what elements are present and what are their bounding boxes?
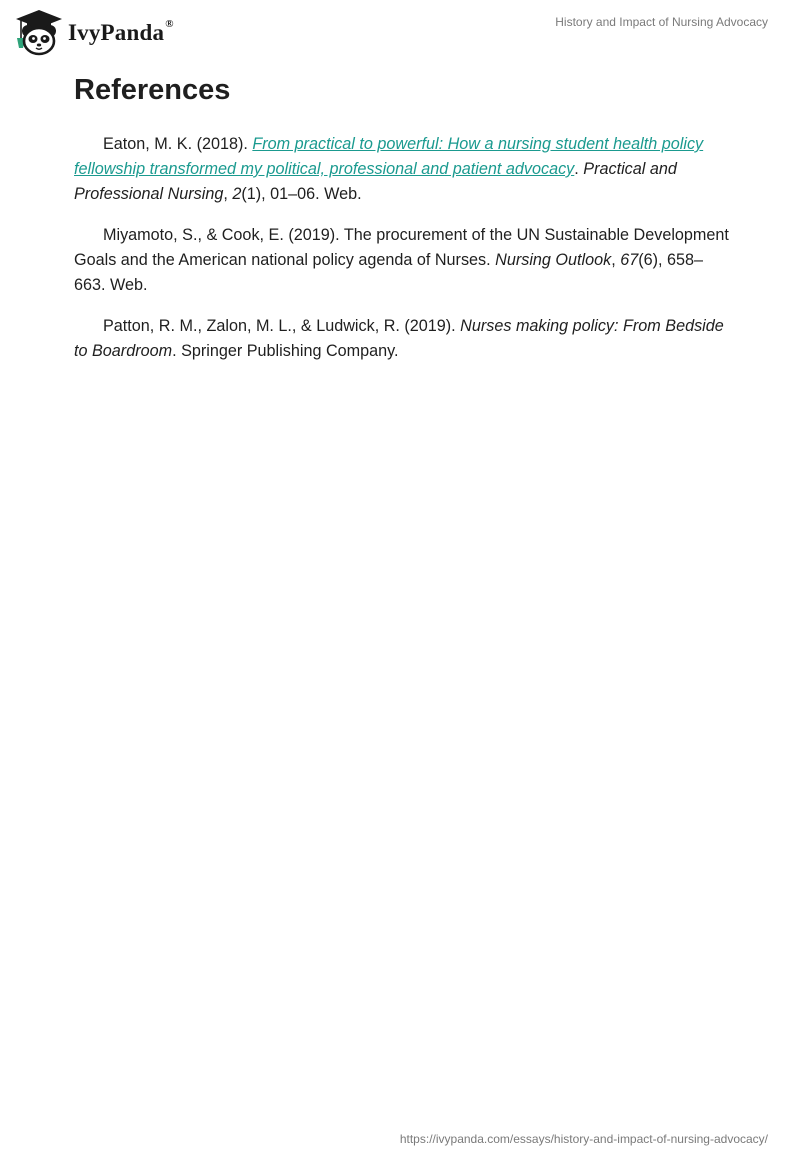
reference-journal: Practical and Professional Nursing (74, 160, 677, 203)
reference-link[interactable]: From practical to powerful: How a nursing student health policy fellowship transformed my political, professional and patient advocacy (74, 135, 704, 178)
running-title: History and Impact of Nursing Advocacy (555, 15, 768, 29)
reference-volume: 67 (620, 251, 639, 269)
reference-rest: (1), 01–06. Web. (241, 185, 362, 203)
reference-journal: Nursing Outlook (495, 251, 612, 269)
reference-authors: Patton, R. M., Zalon, M. L., & Ludwick, R. (2019). (103, 317, 461, 335)
reference-item (74, 223, 734, 298)
reference-rest: . Springer Publishing Company. (172, 342, 399, 360)
page-title: References (74, 74, 231, 106)
reference-authors: Miyamoto, S., & Cook, E. (2019). The procurement of the UN Sustainable Development Goals and the American national policy agenda of Nurses. (74, 226, 729, 269)
reference-item (74, 132, 734, 207)
ivypanda-logo[interactable] (14, 8, 174, 56)
logo-wordmark (68, 20, 174, 46)
panda-graduate-icon (14, 8, 64, 56)
logo-text: IvyPanda (68, 20, 165, 45)
reference-sep: , (611, 251, 621, 269)
page-header (0, 0, 800, 70)
footer-url[interactable]: https://ivypanda.com/essays/history-and-impact-of-nursing-advocacy/ (399, 1132, 768, 1146)
reference-authors: Eaton, M. K. (2018). (103, 135, 253, 153)
registered-mark: ® (165, 18, 174, 31)
reference-rest: (6), 658–663. Web. (74, 251, 704, 294)
reference-sep: , (223, 185, 233, 203)
references-list (74, 132, 734, 380)
reference-book-title: Nurses making policy: From Bedside to Boardroom (74, 317, 724, 360)
reference-volume: 2 (232, 185, 242, 203)
reference-punct: . (574, 160, 584, 178)
reference-item (74, 314, 734, 364)
